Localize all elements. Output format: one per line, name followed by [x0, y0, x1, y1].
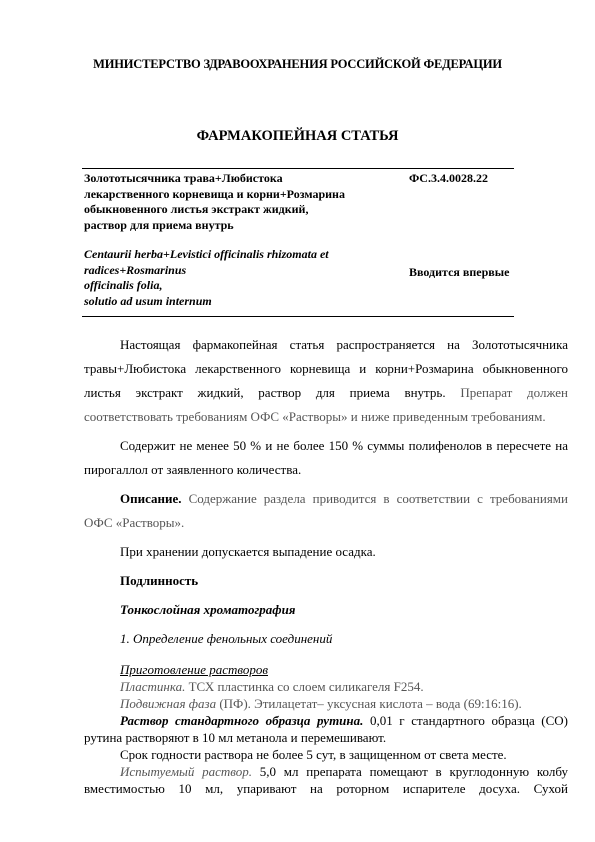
name-ru-line: Золототысячника трава+Любистока — [84, 171, 283, 185]
name-la-line: Centaurii herba+Levistici officinalis rhizomata et — [84, 247, 329, 261]
rutin-text: 0,01 г стандартного образца (СО) рутина растворяют в 10 мл метанола и перемешивают. — [84, 713, 568, 745]
intro-paragraph — [84, 333, 568, 429]
document-body — [84, 333, 568, 797]
test-solution-text: 5,0 мл препарата помещают в круглодонную колбу вместимостью 10 мл, упаривают на роторном испарителе досуха. Сухой — [84, 764, 568, 796]
solutions-prep-heading: Приготовление растворов — [120, 662, 268, 677]
phenolic-heading: 1. Определение фенольных соединений — [120, 631, 333, 646]
plate-label: Пластинка. — [120, 679, 186, 694]
shelf-life-paragraph: Срок годности раствора не более 5 сут, в защищенном от света месте. — [120, 747, 507, 762]
name-ru-line: лекарственного корневища и корни+Розмарина — [84, 186, 345, 201]
authenticity-heading: Подлинность — [120, 573, 199, 588]
name-ru-line: обыкновенного листья экстракт жидкий, — [84, 202, 309, 216]
header-top-rule — [82, 168, 514, 169]
document-type-title: ФАРМАКОПЕЙНАЯ СТАТЬЯ — [196, 128, 399, 144]
header-bottom-rule — [82, 316, 514, 317]
storage-note: При хранении допускается выпадение осадка. — [120, 544, 376, 559]
mobile-phase-text: (ПФ). Этилацетат– уксусная кислота – вода (69:16:16). — [219, 696, 522, 711]
intro-text: Настоящая фармакопейная статья распространяется на Золототысячника травы+Любистока лекарственного корневища и корни+Розмарина обыкновенного листья экстракт жидкий, раствор для приема внутрь. — [84, 337, 568, 400]
name-ru-line: раствор для приема внутрь — [84, 217, 234, 232]
description-text: Содержание раздела приводится в соответствии с требованиями ОФС «Растворы». — [84, 491, 568, 530]
mobile-phase-paragraph — [84, 695, 568, 712]
name-la-line: radices+Rosmarinus — [84, 262, 187, 277]
monograph-status: Вводится впервые — [409, 265, 510, 279]
plate-text: ТСХ пластинка со слоем силикагеля F254. — [188, 679, 424, 694]
name-la-line: officinalis folia, — [84, 278, 163, 292]
mobile-phase-label: Подвижная фаза — [120, 696, 217, 711]
ministry-heading: МИНИСТЕРСТВО ЗДРАВООХРАНЕНИЯ РОССИЙСКОЙ ФЕДЕРАЦИИ — [93, 57, 502, 71]
name-la-line: solutio ad usum internum — [84, 293, 212, 308]
description-label: Описание. — [120, 491, 182, 506]
rutin-label: Раствор стандартного образца рутина. — [120, 713, 364, 728]
test-solution-paragraph — [84, 763, 568, 797]
rutin-paragraph — [84, 712, 568, 746]
content-paragraph: Содержит не менее 50 % и не более 150 % суммы полифенолов в пересчете на пирогаллол от заявленного количества. — [84, 438, 568, 477]
intro-requirements: Препарат должен соответствовать требованиям ОФС «Растворы» и ниже приведенным требованиям. — [84, 385, 569, 424]
test-solution-label: Испытуемый раствор. — [120, 764, 252, 779]
monograph-code: ФС.3.4.0028.22 — [409, 171, 488, 185]
tlc-heading: Тонкослойная хроматография — [120, 602, 296, 617]
monograph-name-block — [84, 171, 384, 309]
description-paragraph — [84, 487, 568, 535]
plate-paragraph — [84, 678, 568, 695]
